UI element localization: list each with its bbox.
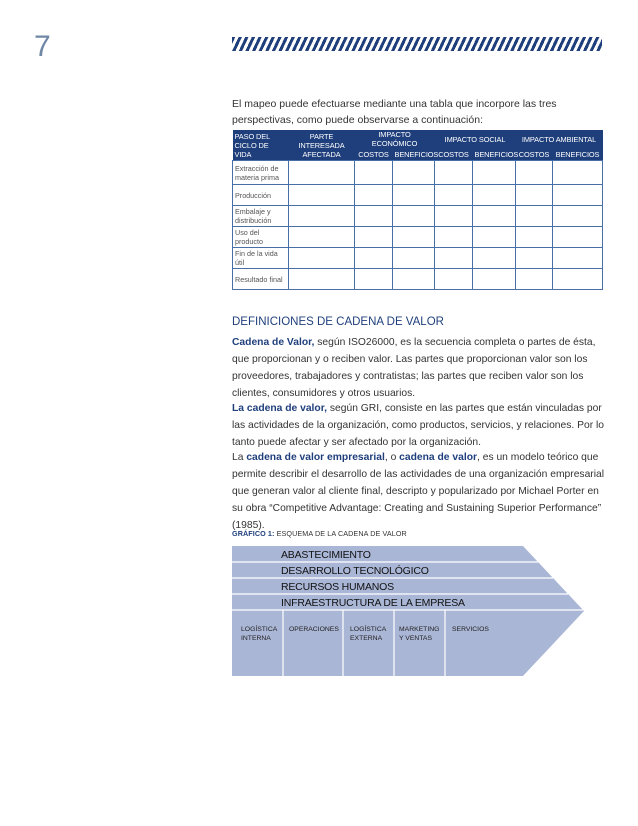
support-activity-rrhh: RECURSOS HUMANOS [281, 581, 394, 593]
table-cell [289, 161, 355, 185]
table-cell [473, 227, 516, 248]
value-chain-diagram [232, 544, 584, 678]
table-cell [355, 269, 393, 290]
table-cell [393, 248, 435, 269]
term-bold: Cadena de Valor, [232, 337, 315, 348]
figure-label: GRÁFICO 1: [232, 529, 275, 538]
table-cell [355, 206, 393, 227]
primary-activity-marketing: MARKETING Y VENTAS [399, 626, 440, 642]
primary-activity-logistica-interna: LOGÍSTICA INTERNA [241, 626, 277, 642]
definition-gri [232, 400, 606, 451]
definition-iso26000 [232, 334, 606, 402]
subheader-beneficios: BENEFICIOS [474, 149, 519, 159]
section-title: DEFINICIONES DE CADENA DE VALOR [232, 316, 444, 328]
table-cell [289, 269, 355, 290]
table-cell [516, 161, 553, 185]
table-cell [435, 248, 473, 269]
subheader-costos: COSTOS [355, 148, 393, 161]
table-cell [289, 185, 355, 206]
row-label: Embalaje y distribución [233, 206, 289, 227]
definition-text: según GRI, consiste en las partes que están vinculadas por las actividades de la organización, como productos, servicios, y relaciones. Por lo tanto puede afectar y ser afectado por la organización. [232, 403, 605, 448]
term-bold: La cadena de valor, [232, 403, 328, 414]
col-header-impacto-ambiental: IMPACTO AMBIENTAL [516, 130, 603, 148]
definition-porter [232, 449, 606, 534]
row-label: Fin de la vida útil [233, 248, 289, 269]
definition-text: según ISO26000, es la secuencia completa o partes de ésta, que proporcionan y o reciben valor. Las partes que proporcionan valor son los proveedores, trabajadores y contratistas; las partes que reciben valor son los clientes, consumidores y otros usuarios. [232, 337, 596, 399]
term-bold: cadena de valor [399, 452, 477, 463]
table-cell [553, 248, 603, 269]
intro-text: El mapeo puede efectuarse mediante una tabla que incorpore las tres perspectivas, como puede observarse a continuación: [232, 98, 557, 126]
table-cell [393, 206, 435, 227]
table-row [233, 248, 603, 269]
support-activity-desarrollo: DESARROLLO TECNOLÓGICO [281, 565, 429, 577]
table-cell [355, 227, 393, 248]
subheader-beneficios: BENEFICIOS [553, 148, 603, 161]
table-cell [473, 161, 516, 185]
support-activity-infraestructura: INFRAESTRUCTURA DE LA EMPRESA [281, 597, 465, 609]
table-cell [393, 227, 435, 248]
row-label: Resultado final [233, 269, 289, 290]
primary-activity-servicios: SERVICIOS [452, 626, 489, 633]
table-cell [289, 227, 355, 248]
table-cell [516, 227, 553, 248]
subheader-costos: COSTOS [516, 148, 553, 161]
table-cell [516, 185, 553, 206]
table-cell [289, 206, 355, 227]
table-cell [355, 248, 393, 269]
col-header-impacto-social: IMPACTO SOCIAL [435, 130, 516, 148]
table-row [233, 206, 603, 227]
table-cell [553, 161, 603, 185]
col-header-parte-interesada: PARTE INTERESADA AFECTADA [289, 130, 355, 161]
figure-caption [232, 529, 407, 538]
col-header-impacto-economico: IMPACTO ECONÓMICO [355, 130, 435, 148]
table-cell [516, 269, 553, 290]
primary-activity-operaciones: OPERACIONES [289, 626, 339, 633]
row-label: Producción [233, 185, 289, 206]
term-bold: cadena de valor empresarial [246, 452, 385, 463]
table-cell [355, 185, 393, 206]
table-cell [435, 227, 473, 248]
figure-caption-text: ESQUEMA DE LA CADENA DE VALOR [274, 529, 407, 538]
table-cell [553, 269, 603, 290]
table-cell [473, 185, 516, 206]
subheader-beneficios: BENEFICIOS [394, 149, 439, 159]
row-label: Extracción de materia prima [233, 161, 289, 185]
table-cell [516, 206, 553, 227]
table-cell [516, 248, 553, 269]
table-cell [553, 206, 603, 227]
table-row [233, 227, 603, 248]
page-number: 7 [34, 30, 51, 63]
table-row [233, 269, 603, 290]
subheader-costos: COSTOS [435, 148, 473, 161]
definition-connector: , o [384, 452, 400, 463]
table-cell [355, 161, 393, 185]
header-hatch-bar [232, 37, 602, 51]
table-cell [435, 185, 473, 206]
table-row [233, 161, 603, 185]
definition-text: , es un modelo teórico que permite describir el desarrollo de las actividades de una organización empresarial que generan valor al cliente final, descripto y popularizado por Michael Porter en su obra “Competitive Advantage: Creating and Sustaining Superior Performance” (1985). [232, 452, 605, 531]
primary-activity-logistica-externa: LOGÍSTICA EXTERNA [350, 626, 386, 642]
table-cell [435, 269, 473, 290]
support-activity-abastecimiento: ABASTECIMIENTO [281, 549, 371, 561]
table-cell [553, 185, 603, 206]
table-row [233, 185, 603, 206]
table-cell [473, 269, 516, 290]
table-cell [473, 206, 516, 227]
table-cell [289, 248, 355, 269]
table-cell [553, 227, 603, 248]
table-cell [393, 185, 435, 206]
col-header-paso: PASO DEL CICLO DE VIDA [233, 130, 289, 161]
table-cell [393, 161, 435, 185]
table-cell [473, 248, 516, 269]
table-cell [435, 206, 473, 227]
table-cell [435, 161, 473, 185]
row-label: Uso del producto [233, 227, 289, 248]
mapping-table [232, 130, 603, 290]
definition-lead: La [232, 452, 247, 463]
table-cell [393, 269, 435, 290]
